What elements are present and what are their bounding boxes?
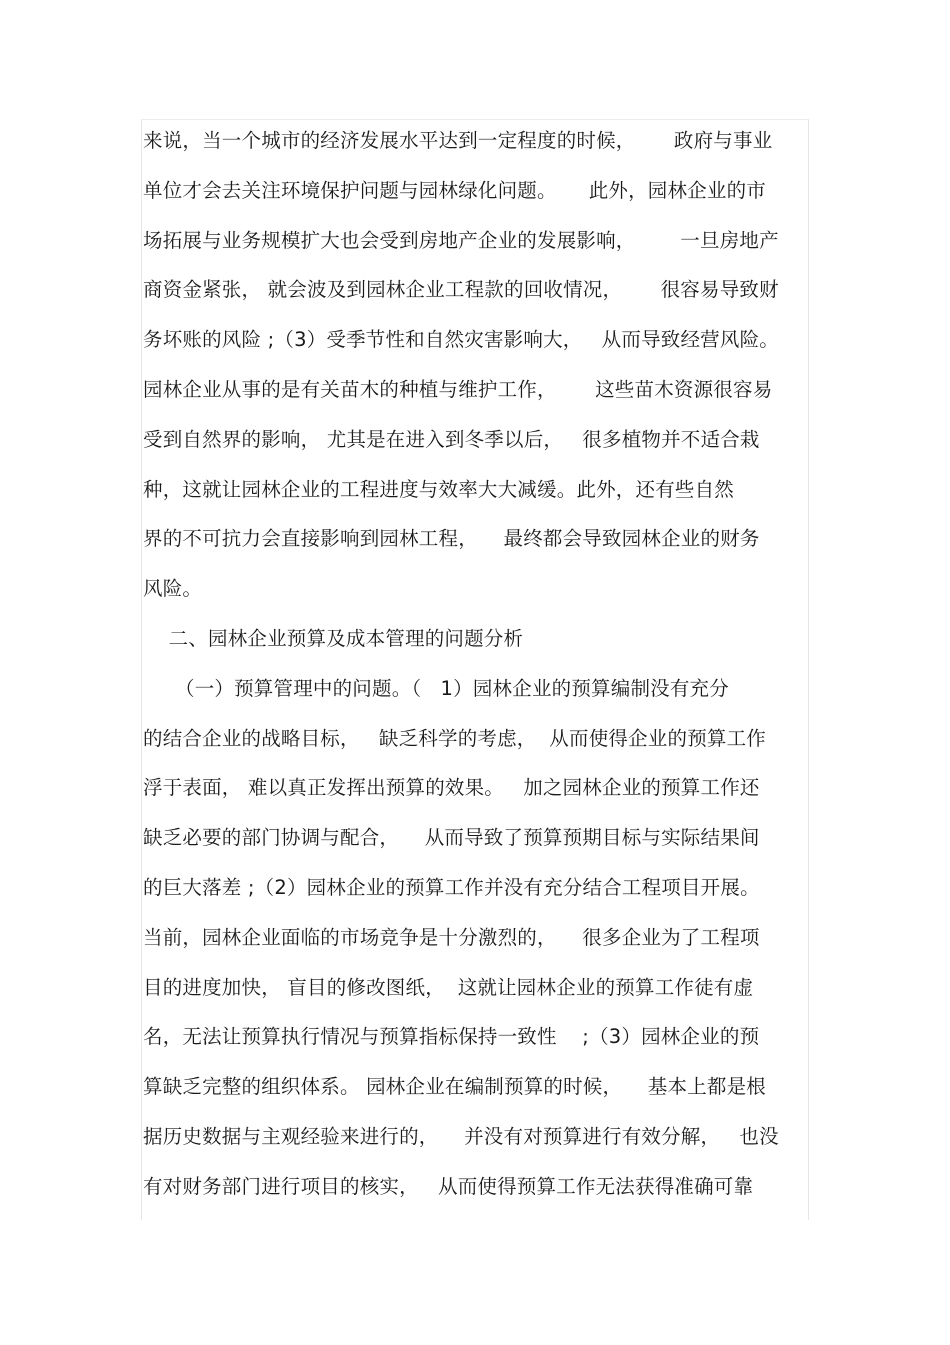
text-line: 种，这就让园林企业的工程进度与效率大大减缓。此外，还有些自然 (143, 477, 735, 501)
text-line: 浮于表面， 难以真正发挥出预算的效果。 加之园林企业的预算工作还 (143, 776, 760, 800)
text-line: 务坏账的风险 ;（3）受季节性和自然灾害影响大， 从而导致经营风险。 (143, 328, 779, 352)
text-line: 园林企业从事的是有关苗木的种植与维护工作， 这些苗木资源很容易 (143, 377, 773, 401)
text-line: 据历史数据与主观经验来进行的， 并没有对预算进行有效分解， 也没 (143, 1124, 779, 1148)
document-body (143, 121, 808, 1217)
section-heading: 二、园林企业预算及成本管理的问题分析 (143, 626, 524, 650)
text-line: 风险。 (143, 577, 203, 601)
text-line: 商资金紧张， 就会波及到园林企业工程款的回收情况， 很容易导致财 (143, 278, 779, 302)
text-line: 的结合企业的战略目标， 缺乏科学的考虑， 从而使得企业的预算工作 (143, 726, 766, 750)
text-line: 界的不可抗力会直接影响到园林工程， 最终都会导致园林企业的财务 (143, 527, 760, 551)
text-line: 目的进度加快， 盲目的修改图纸， 这就让园林企业的预算工作徒有虚 (143, 975, 754, 999)
text-line: 单位才会去关注环境保护问题与园林绿化问题。 此外，园林企业的市 (143, 178, 766, 202)
text-line: 算缺乏完整的组织体系。 园林企业在编制预算的时候， 基本上都是根 (143, 1075, 766, 1099)
text-line: 有对财务部门进行项目的核实， 从而使得预算工作无法获得准确可靠 (143, 1174, 754, 1198)
text-line: 当前，园林企业面临的市场竞争是十分激烈的， 很多企业为了工程项 (143, 925, 760, 949)
text-line: 来说，当一个城市的经济发展水平达到一定程度的时候， 政府与事业 (143, 129, 773, 152)
text-line: 缺乏必要的部门协调与配合， 从而导致了预算预期目标与实际结果间 (143, 826, 760, 850)
text-line: 的巨大落差 ;（2）园林企业的预算工作并没有充分结合工程项目开展。 (143, 875, 760, 899)
text-line: 受到自然界的影响， 尤其是在进入到冬季以后， 很多植物并不适合栽 (143, 427, 760, 451)
text-line: （一）预算管理中的问题。（ 1）园林企业的预算编制没有充分 (143, 676, 729, 700)
text-line: 名，无法让预算执行情况与预算指标保持一致性 ;（3）园林企业的预 (143, 1025, 760, 1049)
text-line: 场拓展与业务规模扩大也会受到房地产企业的发展影响， 一旦房地产 (143, 228, 779, 252)
